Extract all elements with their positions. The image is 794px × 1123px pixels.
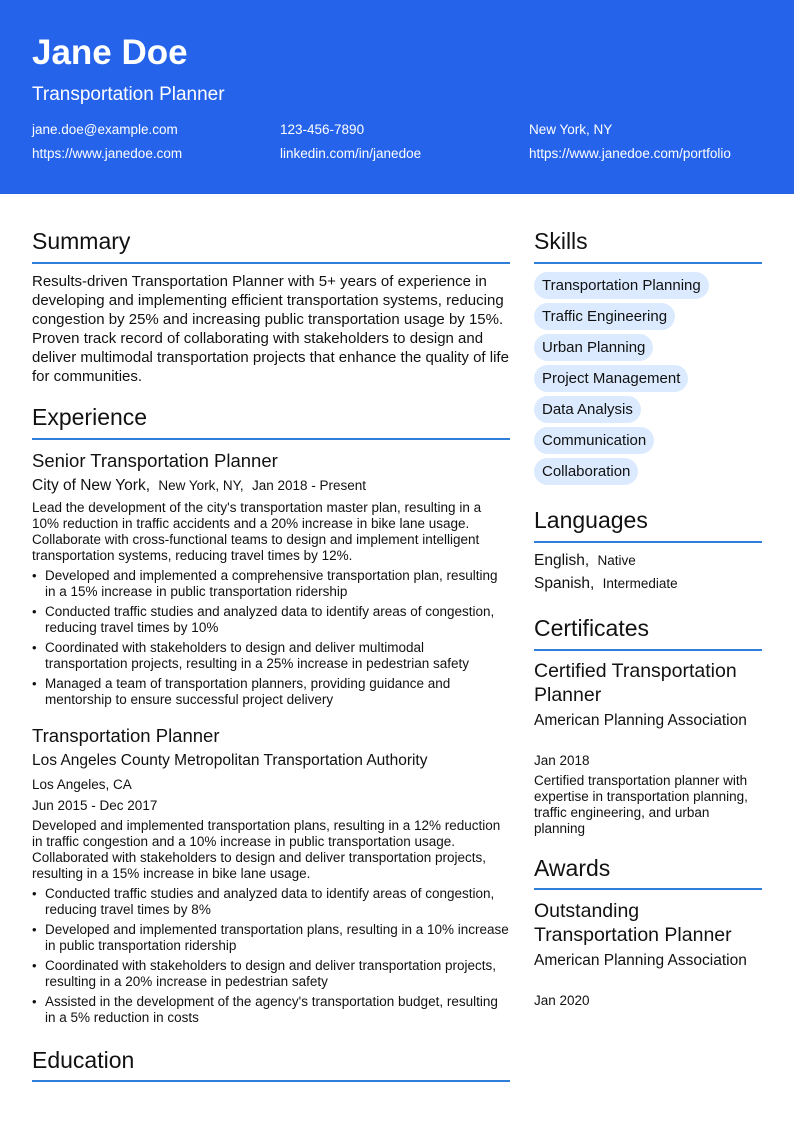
job-location: Los Angeles, CA [32, 777, 132, 792]
job-description: Developed and implemented transportation plans, resulting in a 12% reduction in traffic congestion and a 10% increase in public transportation usage. Collaborated with stakeholders to design and deliver transportation projects, resulting in a 15% increase in bike lane usage. [32, 818, 501, 881]
job-company: City of New York, [32, 477, 151, 494]
bullet-text: Coordinated with stakeholders to design and deliver transportation projects, resulting in a 20% increase in pedestrian safety [45, 958, 497, 989]
bullet-text: Developed and implemented a comprehensive transportation plan, resulting in a 15% increase in public transportation ridership [45, 568, 498, 599]
award-date: Jan 2020 [534, 993, 590, 1008]
candidate-name: Jane Doe [32, 33, 188, 72]
bullet-text: Conducted traffic studies and analyzed data to identify areas of congestion, reducing travel times by 8% [45, 886, 495, 917]
resume-header [0, 0, 794, 194]
language-level: Intermediate [602, 576, 678, 591]
bullet-dot-icon: • [32, 994, 37, 1009]
linkedin-link[interactable]: linkedin.com/in/janedoe [280, 146, 422, 161]
skills-divider [534, 262, 762, 264]
language-item [534, 551, 636, 571]
certificate-issuer: American Planning Association [534, 712, 747, 729]
award-issuer: American Planning Association [534, 952, 747, 969]
language-name: Spanish, [534, 575, 595, 592]
job-description: Lead the development of the city's transportation master plan, resulting in a 10% reduction in traffic accidents and a 20% increase in bike lane usage. Collaborate with cross-functional teams to design and implement intelligent transportation systems, reducing travel times by 12%. [32, 500, 482, 563]
award-title: Outstanding Transportation Planner [534, 900, 732, 946]
list-item [32, 640, 510, 672]
job-company: Los Angeles County Metropolitan Transportation Authority [32, 752, 428, 769]
skill-chip: Urban Planning [534, 334, 653, 361]
job-dates: Jun 2015 - Dec 2017 [32, 798, 158, 813]
job-title: Senior Transportation Planner [32, 450, 278, 471]
awards-heading: Awards [534, 855, 611, 881]
bullet-dot-icon: • [32, 958, 37, 973]
certificates-divider [534, 649, 762, 651]
bullet-text: Conducted traffic studies and analyzed data to identify areas of congestion, reducing travel times by 10% [45, 604, 495, 635]
skill-chip: Communication [534, 427, 654, 454]
language-item [534, 574, 678, 594]
location: New York, NY [529, 122, 613, 137]
job-bullets [32, 568, 510, 712]
bullet-dot-icon: • [32, 604, 37, 619]
bullet-text: Assisted in the development of the agency's transportation budget, resulting in a 5% reduction in costs [45, 994, 498, 1025]
list-item [32, 958, 510, 990]
job-dates: Jan 2018 - Present [251, 478, 367, 493]
certificates-heading: Certificates [534, 615, 650, 641]
languages-divider [534, 541, 762, 543]
bullet-text: Developed and implemented transportation plans, resulting in a 10% increase in public transportation ridership [45, 922, 509, 953]
education-divider [32, 1080, 510, 1082]
phone-number: 123-456-7890 [280, 122, 365, 137]
list-item [32, 886, 510, 918]
email-link[interactable]: jane.doe@example.com [32, 122, 178, 137]
experience-divider [32, 438, 510, 440]
job-company-line [32, 476, 366, 496]
skill-chip: Data Analysis [534, 396, 641, 423]
experience-heading: Experience [32, 404, 148, 430]
language-name: English, [534, 552, 590, 569]
candidate-title: Transportation Planner [32, 84, 225, 105]
list-item [32, 922, 510, 954]
skill-chip: Collaboration [534, 458, 638, 485]
website-link[interactable]: https://www.janedoe.com [32, 146, 183, 161]
skills-heading: Skills [534, 228, 588, 254]
skill-chip: Project Management [534, 365, 688, 392]
list-item [32, 568, 510, 600]
skill-chip: Traffic Engineering [534, 303, 675, 330]
certificate-title: Certified Transportation Planner [534, 660, 737, 706]
skill-chip: Transportation Planning [534, 272, 709, 299]
job-location: New York, NY, [158, 478, 244, 493]
summary-divider [32, 262, 510, 264]
list-item [32, 604, 510, 636]
summary-text: Results-driven Transportation Planner with 5+ years of experience in developing and implementing efficient transportation systems, reducing congestion by 25% and increasing public transportation usage by 15%. Proven track record of collaborating with stakeholders to design and deliver multimodal transportation projects that enhance the quality of life for communities. [32, 273, 509, 385]
summary-heading: Summary [32, 228, 131, 254]
list-item [32, 676, 510, 708]
bullet-dot-icon: • [32, 640, 37, 655]
language-level: Native [597, 553, 636, 568]
bullet-dot-icon: • [32, 676, 37, 691]
languages-heading: Languages [534, 507, 648, 533]
portfolio-link[interactable]: https://www.janedoe.com/portfolio [529, 146, 731, 161]
job-title: Transportation Planner [32, 725, 220, 746]
bullet-dot-icon: • [32, 568, 37, 583]
bullet-dot-icon: • [32, 886, 37, 901]
education-heading: Education [32, 1047, 135, 1073]
list-item [32, 994, 510, 1026]
certificate-description: Certified transportation planner with expertise in transportation planning, traffic engineering, and urban planning [534, 773, 748, 836]
bullet-text: Coordinated with stakeholders to design and deliver multimodal transportation projects, resulting in a 25% increase in pedestrian safety [45, 640, 469, 671]
job-bullets [32, 886, 510, 1030]
bullet-dot-icon: • [32, 922, 37, 937]
awards-divider [534, 888, 762, 890]
bullet-text: Managed a team of transportation planners, providing guidance and mentorship to ensure successful project delivery [45, 676, 451, 707]
certificate-date: Jan 2018 [534, 753, 590, 768]
